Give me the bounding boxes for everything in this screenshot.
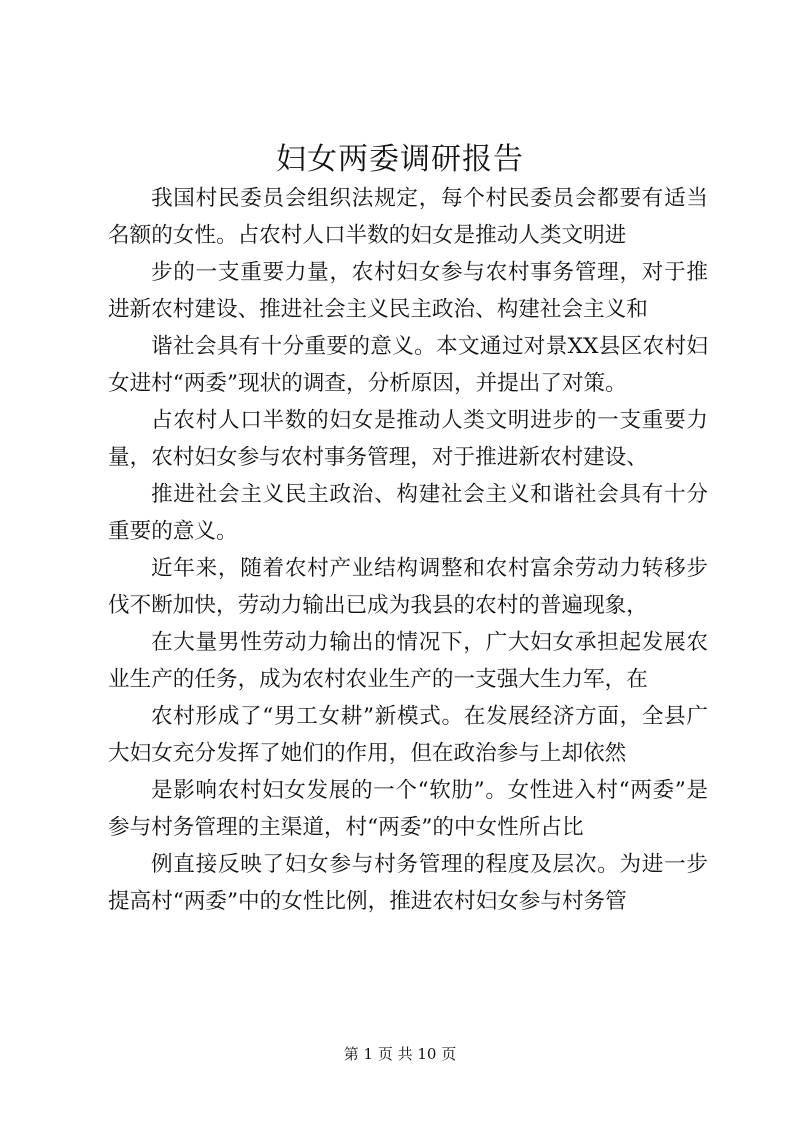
- paragraph-7: 在大量男性劳动力输出的情况下，广大妇女承担起发展农业生产的任务，成为农村农业生产的一支强大生力军，在: [108, 630, 708, 692]
- paragraph-5: 推进社会主义民主政治、构建社会主义和谐社会具有十分重要的意义。: [108, 482, 708, 544]
- paragraph-3: 谐社会具有十分重要的意义。本文通过对景XX县区农村妇女进村“两委”现状的调查，分析原因，并提出了对策。: [108, 334, 708, 396]
- page-footer: 第 1 页 共 10 页: [343, 1045, 457, 1063]
- paragraph-2: 步的一支重要力量，农村妇女参与农村事务管理，对于推进新农村建设、推进社会主义民主政治、构建社会主义和: [108, 260, 708, 322]
- paragraph-8: 农村形成了“男工女耕”新模式。在发展经济方面，全县广大妇女充分发挥了她们的作用，但在政治参与上却依然: [108, 704, 708, 766]
- document-body: [108, 180, 708, 920]
- paragraph-4: 占农村人口半数的妇女是推动人类文明进步的一支重要力量，农村妇女参与农村事务管理，对于推进新农村建设、: [108, 408, 708, 470]
- document-title: 妇女两委调研报告: [276, 142, 524, 177]
- paragraph-9: 是影响农村妇女发展的一个“软肋”。女性进入村“两委”是参与村务管理的主渠道，村“两委”的中女性所占比: [108, 778, 708, 840]
- paragraph-6: 近年来，随着农村产业结构调整和农村富余劳动力转移步伐不断加快，劳动力输出已成为我县的农村的普遍现象，: [108, 556, 708, 618]
- paragraph-1: 我国村民委员会组织法规定，每个村民委员会都要有适当名额的女性。占农村人口半数的妇女是推动人类文明进: [108, 186, 708, 248]
- paragraph-10: 例直接反映了妇女参与村务管理的程度及层次。为进一步提高村“两委”中的女性比例，推进农村妇女参与村务管: [108, 852, 708, 914]
